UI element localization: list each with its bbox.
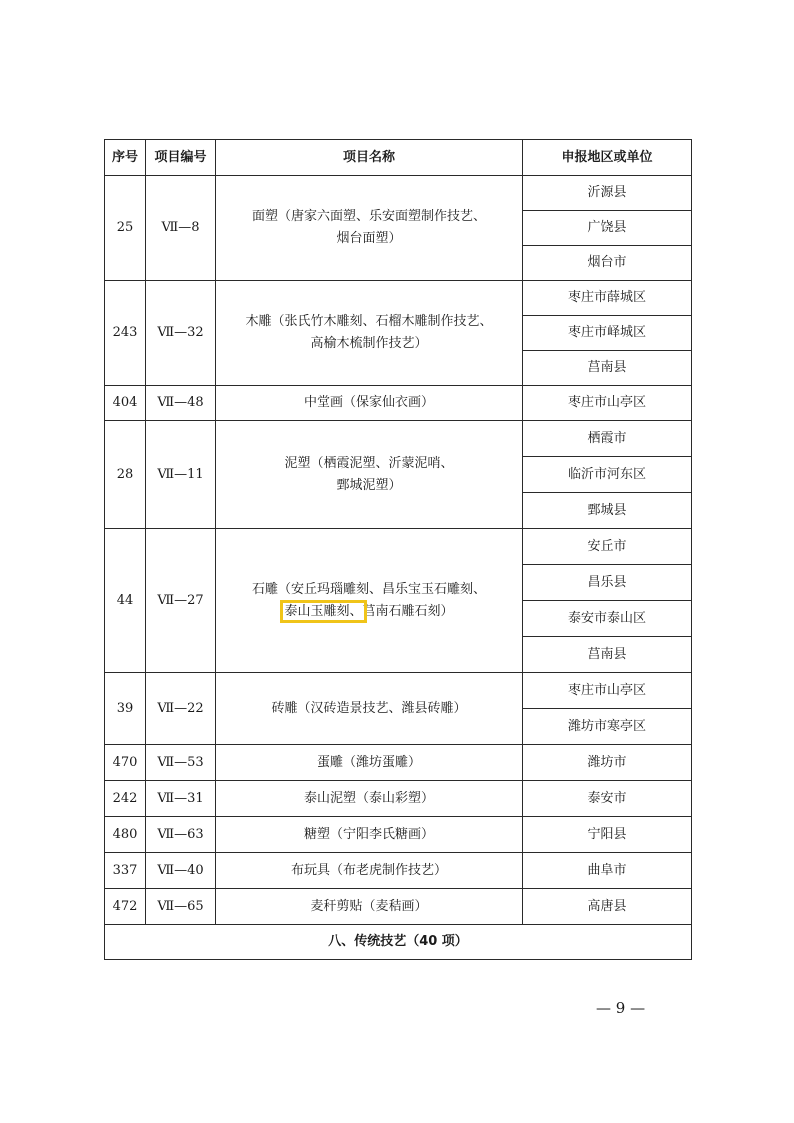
cell-name: 布玩具（布老虎制作技艺）: [216, 853, 523, 889]
cell-seq: 404: [105, 386, 146, 421]
header-name: 项目名称: [216, 140, 523, 176]
cell-seq: 243: [105, 281, 146, 386]
name-line: [216, 601, 522, 623]
heritage-project-table: [104, 139, 692, 960]
cell-name: 糖塑（宁阳李氏糖画）: [216, 817, 523, 853]
cell-seq: 470: [105, 745, 146, 781]
section-title: 八、传统技艺（40 项）: [105, 925, 692, 960]
cell-region: 宁阳县: [523, 817, 692, 853]
page-number: — 9 —: [596, 999, 646, 1017]
cell-region: 枣庄市山亭区: [523, 386, 692, 421]
cell-region: 昌乐县: [523, 565, 692, 601]
cell-region: 枣庄市峄城区: [523, 316, 692, 351]
cell-region: 栖霞市: [523, 421, 692, 457]
header-seq: 序号: [105, 140, 146, 176]
table-row: [105, 529, 692, 565]
cell-region: 广饶县: [523, 211, 692, 246]
cell-code: Ⅶ—8: [146, 176, 216, 281]
cell-region: 烟台市: [523, 246, 692, 281]
table-row: [105, 745, 692, 781]
cell-code: Ⅶ—22: [146, 673, 216, 745]
cell-region: 高唐县: [523, 889, 692, 925]
name-line-tail: 莒南石雕石刻）: [362, 603, 454, 619]
cell-region: 枣庄市薛城区: [523, 281, 692, 316]
cell-name: [216, 421, 523, 529]
table-row: [105, 421, 692, 457]
highlighted-text: 泰山玉雕刻、: [284, 603, 363, 619]
cell-code: Ⅶ—48: [146, 386, 216, 421]
cell-seq: 28: [105, 421, 146, 529]
cell-region: 安丘市: [523, 529, 692, 565]
cell-region: 莒南县: [523, 637, 692, 673]
cell-name: [216, 529, 523, 673]
cell-region: 沂源县: [523, 176, 692, 211]
name-line: 鄄城泥塑）: [336, 477, 402, 493]
cell-code: Ⅶ—32: [146, 281, 216, 386]
cell-name: 麦秆剪贴（麦秸画）: [216, 889, 523, 925]
cell-seq: 472: [105, 889, 146, 925]
cell-code: Ⅶ—27: [146, 529, 216, 673]
cell-region: 潍坊市: [523, 745, 692, 781]
cell-region: 曲阜市: [523, 853, 692, 889]
cell-code: Ⅶ—63: [146, 817, 216, 853]
cell-seq: 337: [105, 853, 146, 889]
cell-code: Ⅶ—40: [146, 853, 216, 889]
cell-name: 砖雕（汉砖造景技艺、潍县砖雕）: [216, 673, 523, 745]
cell-code: Ⅶ—11: [146, 421, 216, 529]
section-row: [105, 925, 692, 960]
cell-code: Ⅶ—53: [146, 745, 216, 781]
cell-name: 蛋雕（潍坊蛋雕）: [216, 745, 523, 781]
table-header-row: [105, 140, 692, 176]
cell-name: 中堂画（保家仙衣画）: [216, 386, 523, 421]
cell-seq: 25: [105, 176, 146, 281]
name-line: 高榆木梳制作技艺）: [310, 336, 428, 351]
name-line: 烟台面塑）: [336, 231, 402, 246]
table-row: [105, 781, 692, 817]
table-row: [105, 853, 692, 889]
cell-region: 鄄城县: [523, 493, 692, 529]
header-code: 项目编号: [146, 140, 216, 176]
cell-name: [216, 176, 523, 281]
table-row: [105, 817, 692, 853]
cell-seq: 44: [105, 529, 146, 673]
cell-name: [216, 281, 523, 386]
cell-region: 泰安市: [523, 781, 692, 817]
cell-name: 泰山泥塑（泰山彩塑）: [216, 781, 523, 817]
table-row: [105, 673, 692, 709]
name-line: 木雕（张氏竹木雕刻、石榴木雕制作技艺、: [245, 314, 493, 329]
table-row: [105, 281, 692, 316]
cell-seq: 480: [105, 817, 146, 853]
name-line: 面塑（唐家六面塑、乐安面塑制作技艺、: [251, 209, 486, 224]
cell-seq: 39: [105, 673, 146, 745]
cell-code: Ⅶ—31: [146, 781, 216, 817]
cell-region: 临沂市河东区: [523, 457, 692, 493]
table-row: [105, 386, 692, 421]
cell-region: 泰安市泰山区: [523, 601, 692, 637]
header-region: 申报地区或单位: [523, 140, 692, 176]
cell-region: 枣庄市山亭区: [523, 673, 692, 709]
table-row: [105, 889, 692, 925]
cell-seq: 242: [105, 781, 146, 817]
table-row: [105, 176, 692, 211]
cell-code: Ⅶ—65: [146, 889, 216, 925]
cell-region: 潍坊市寒亭区: [523, 709, 692, 745]
name-line: 石雕（安丘玛瑙雕刻、昌乐宝玉石雕刻、: [251, 581, 486, 597]
cell-region: 莒南县: [523, 351, 692, 386]
name-line: 泥塑（栖霞泥塑、沂蒙泥哨、: [284, 455, 454, 471]
